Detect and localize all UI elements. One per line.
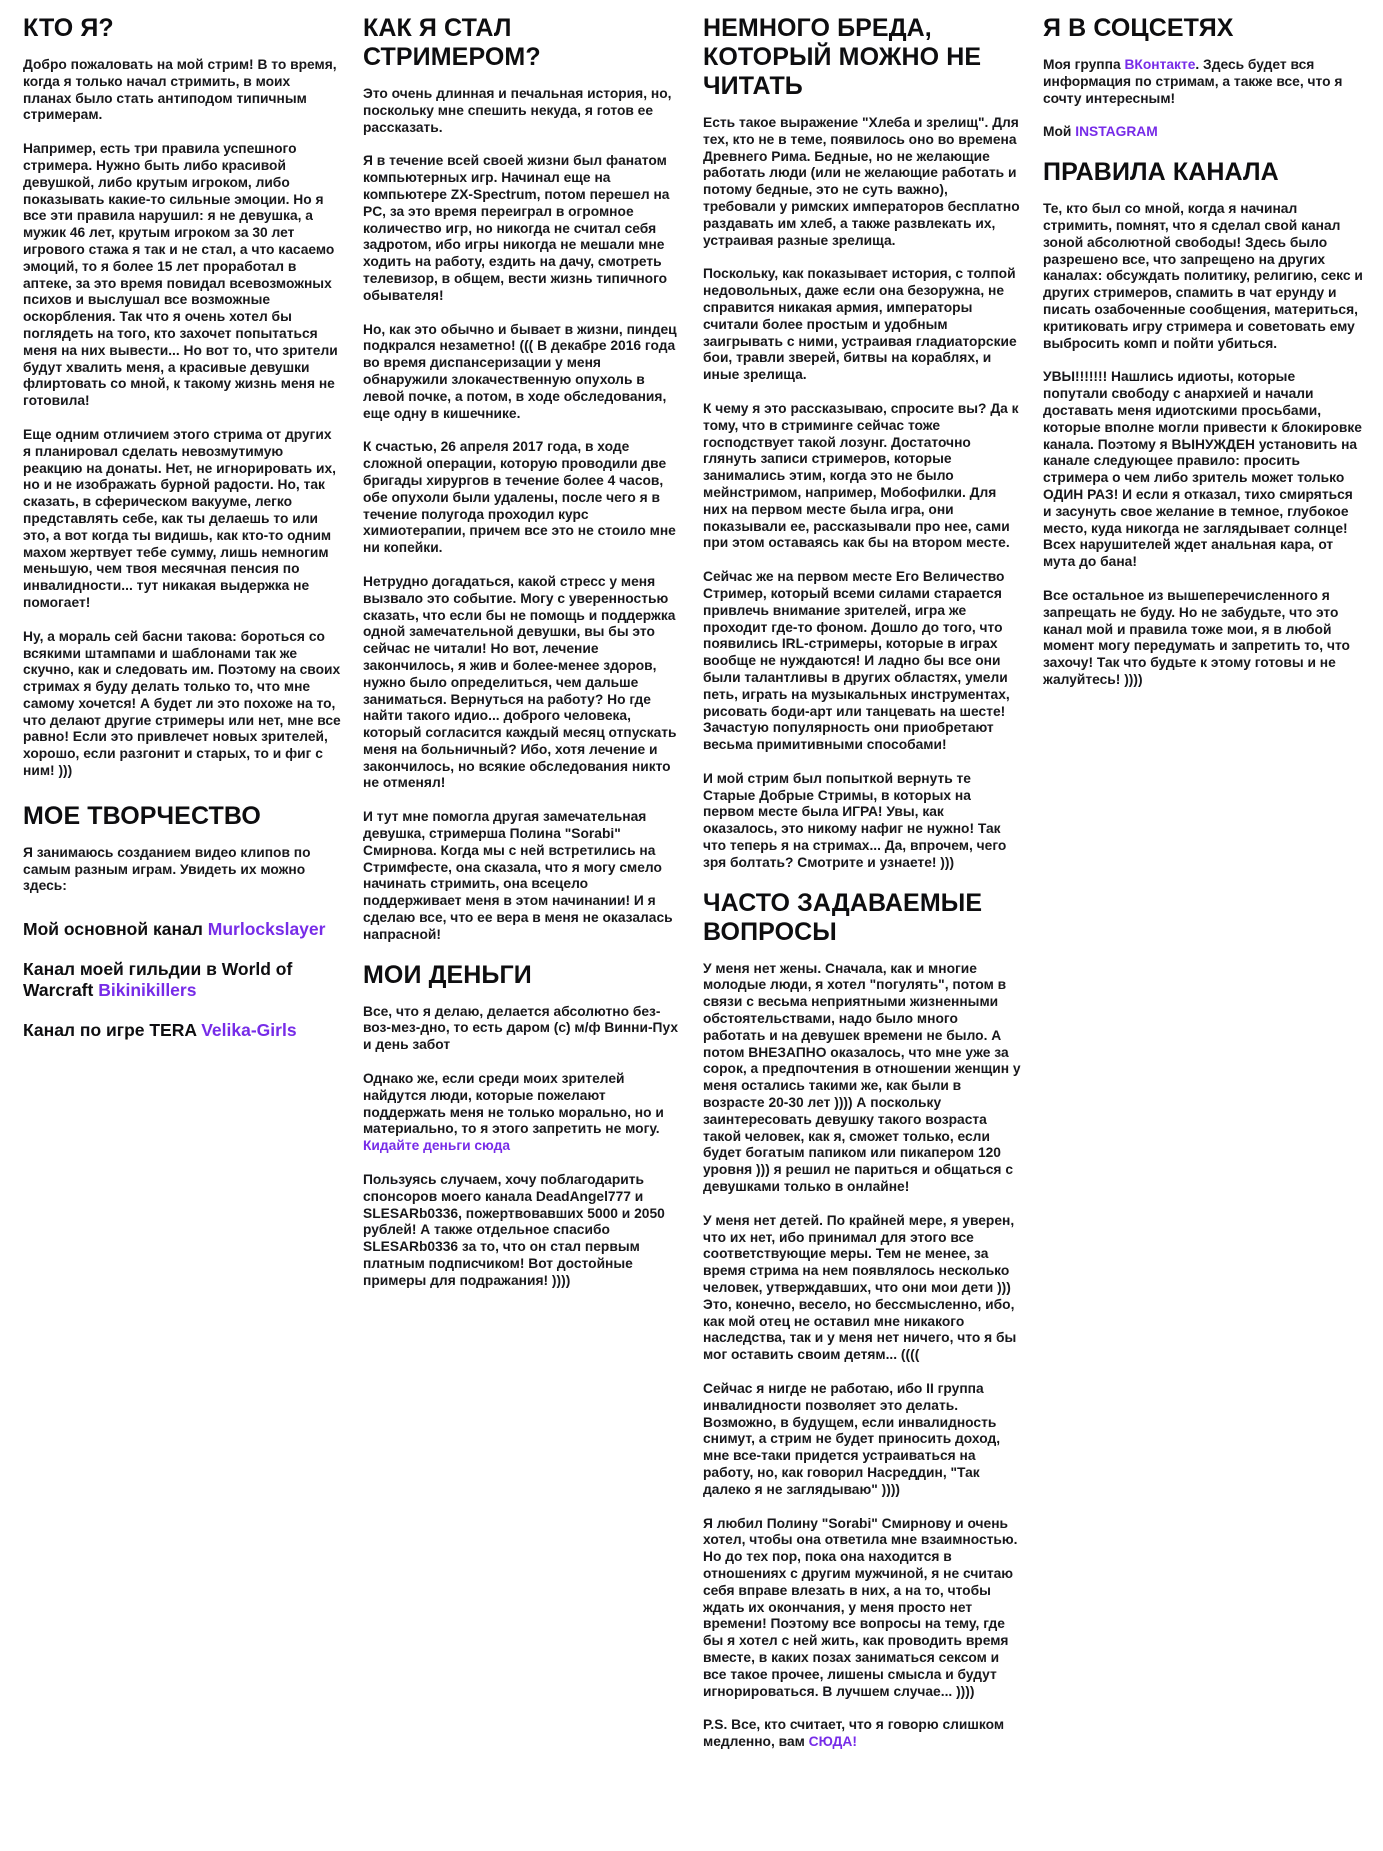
how-paragraph-2: Я в течение всей своей жизни был фанатом компьютерных игр. Начинал еще на компьютере ZX-Spectrum, потом перешел на PC, за это время переиграл в огромное количество игр, но никогда не считал себя задротом, ибо игры никогда не мешали мне ходить на работу, ездить на дачу, смотреть телевизор, в общем, вести жизнь типичного обывателя! [363,153,670,303]
nonsense-paragraph-2: Поскольку, как показывает история, с толпой недовольных, даже если она безоружна, не справится никакая армия, императоры считали более простым и удобным заигрывать с ними, устраивая гладиаторские бои, травли зверей, битвы на кораблях, и иные зрелища. [703,266,1017,383]
main-channel-link[interactable]: Murlockslayer [207,919,326,940]
how-paragraph-3: Но, как это обычно и бывает в жизни, пиндец подкрался незаметно! ((( В декабре 2016 года во время диспансеризации у меня обнаружили злокачественную опухоль в левой почке, а потом, в ходе обследования, еще одну в кишечнике. [363,321,677,421]
social-vk-suffix: . Здесь будет вся информация по стримам, а также все, что я сочту интересным! [1043,57,1343,106]
rules-paragraph-2: УВЫ!!!!!!! Нашлись идиоты, которые попутали свободу с анархией и начали доставать меня идиотскими просьбами, которые вполне могли привести к блокировке канала. Поэтому я ВЫНУЖДЕН установить на канале следующее правило: просить стримера о чем либо зритель может только ОДИН РАЗ! И если я отказал, тихо смиряться и засунуть свое желание в темное, глубокое место, куда никогда не заглядывает солнце! Всех нарушителей ждет анальная кара, от мута до бана! [1043,369,1362,570]
guild-channel-line [23,959,341,1001]
how-paragraph-6: И тут мне помогла другая замечательная девушка, стримерша Полина "Sorabi" Смирнова. Когда мы с ней встретились на Стримфесте, она сказала, что я могу смело начинать стримить, она всецело поддерживает меня в этом начинании! И я сделаю все, что ее вера в меня не оказалась напрасной! [363,809,673,942]
channel-rules-title: ПРАВИЛА КАНАЛА [1043,158,1279,187]
nonsense-paragraph-5: И мой стрим был попыткой вернуть те Старые Добрые Стримы, в которых на первом месте была ИГРА! Увы, как оказалось, это никому нафиг не нужно! Так что теперь я на стримах... Да, впрочем, чего зря болтать? Смотрите и узнаете! ))) [703,770,1007,870]
my-creative-title: МОЕ ТВОРЧЕСТВО [23,801,261,830]
guild-channel-link[interactable]: Bikinikillers [98,980,197,1001]
how-paragraph-4: К счастью, 26 апреля 2017 года, в ходе сложной операции, которую проводили две бригады хирургов в течение более 4 часов, обе опухоли были удалены, после чего я в течение полугода проходил курс химиотерапии, причем все это не стоило мне ни копейки. [363,439,676,556]
faq-ps-text: P.S. Все, кто считает, что я говорю слишком медленно, вам [703,1717,1005,1750]
vk-link[interactable]: ВКонтакте [1124,57,1196,72]
faq-ps-link[interactable]: СЮДА! [808,1734,857,1750]
who-am-i-paragraph-2: Например, есть три правила успешного стримера. Нужно быть либо красивой девушкой, либо крутым игроком, либо показывать какие-то сильные эмоции. Но я все эти правила нарушил: я не девушка, а мужик 46 лет, крутым игроком за 30 лет игрового стажа я так и не стал, а что касаемо эмоций, то я более 15 лет проработал в аптеке, за это время повидал всевозможных психов и выслушал все возможные оскорбления. Так что я очень хотел бы поглядеть на того, кто захочет попытаться меня на них вывести... Но вот то, что зрители будут хвалить меня, а красивые девушки флиртовать со мной, к такому жизнь меня не готовила! [23,141,338,409]
guild-channel-label: Канал моей гильдии в World of Warcraft [23,959,293,1001]
social-paragraph-1 [1043,57,1363,107]
panel-column-4 [1043,10,1363,706]
panel-column-1 [23,10,341,1060]
faq-paragraph-1: У меня нет жены. Сначала, как и многие молодые люди, я хотел "погулять", потом в связи с весьма неприятными жизненными обстоятельствами, надо было много работать и на девушек времени не было. А потом ВНЕЗАПНО оказалось, что мне уже за сорок, а предпочтения в отношении женщин у меня остались такими же, как были в возрасте 20-30 лет )))) А поскольку заинтересовать девушку такого возраста такой человек, как я, сможет только, если будет богатым папиком или пикапером 120 уровня ))) я решил не париться и общаться с девушками только в онлайне! [703,960,1021,1195]
instagram-link[interactable]: INSTAGRAM [1075,124,1158,140]
who-am-i-paragraph-4: Ну, а мораль сей басни такова: бороться со всякими штампами и шаблонами так же скучно, как и следовать им. Поэтому на своих стримах я буду делать только то, что мне самому хочется! А будет ли это похоже на то, что делают другие стримеры или нет, мне все равно! Если это привлечет новых зрителей, хорошо, если разгонит и старых, то и фиг с ним! ))) [23,628,341,779]
faq-title: ЧАСТО ЗАДАВАЕМЫЕ ВОПРОСЫ [703,888,983,946]
tera-channel-link[interactable]: Velika-Girls [201,1020,297,1041]
faq-ps [703,1717,1021,1751]
main-channel-label: Мой основной канал [23,919,208,940]
rules-paragraph-3: Все остальное из вышеперечисленного я запрещать не буду. Но не забудьте, что это канал мой и правила тоже мои, я в любой момент могу передумать и запретить то, что захочу! Так что будьте к этому готовы и не жалуйтесь! )))) [1043,587,1350,687]
who-am-i-paragraph-3: Еще одним отличием этого стрима от других я планировал сделать невозмутимую реакцию на донаты. Нет, не игнорировать их, но и не изображать бурной радости. Но, так сказать, в сферическом вакууме, легко представлять себе, как ты делаешь то или это, а вот когда ты видишь, как кто-то одним махом жертвует тебе сумму, лишь немногим меньшую, чем твоя месячная пенсия по инвалидности... тут никакая выдержка не помогает! [23,426,336,610]
who-am-i-paragraph-1: Добро пожаловать на мой стрим! В то время, когда я только начал стримить, в моих планах было стать антиподом типичным стримерам. [23,57,337,123]
nonsense-paragraph-1: Есть такое выражение "Хлеба и зрелищ". Для тех, кто не в теме, появилось оно во времена Древнего Рима. Бедные, но не желающие работать люди (или не желающие работать и потому бедные, это не суть важно), требовали у римских императоров бесплатно раздавать им хлеб, а также развлекать их, устраивая разные зрелища. [703,115,1020,248]
faq-paragraph-3: Сейчас я нигде не работаю, ибо II группа инвалидности позволяет это делать. Возможно, в будущем, если инвалидность снимут, а стрим не будет приносить доход, мне все-таки придется устраиваться на работу, но, как говорил Насреддин, "Так далеко я не заглядываю" )))) [703,1381,1001,1497]
money-paragraph-2 [363,1071,683,1155]
how-paragraph-5: Нетрудно догадаться, какой стресс у меня вызвало это событие. Могу с уверенностью сказать, что если бы не помощь и поддержка одной замечательной девушки, вы бы это сейчас не читали! Но вот, лечение закончилось, я жив и более-менее здоров, нужно было определиться, чем дальше заниматься. Вернуться на работу? Но где найти такого идио... доброго человека, который согласится каждый месяц отпускать меня на больничный? Ибо, хотя лечение и закончилось, но всякие обследования никто не отменял! [363,573,677,791]
rules-paragraph-1: Те, кто был со мной, когда я начинал стримить, помнят, что я сделал свой канал зоной абсолютной свободы! Здесь было разрешено все, что запрещено на других каналах: обсуждать политику, религию, секс и других стримеров, спамить в чат ерунду и писать озабоченные сообщения, материться, критиковать игру стримера и советовать ему выбросить комп и пойти убиться. [1043,201,1363,351]
social-title: Я В СОЦСЕТЯХ [1043,14,1234,42]
money-paragraph-3: Пользуясь случаем, хочу поблагодарить спонсоров моего канала DeadAngel777 и SLESARb0336, пожертвовавших 5000 и 2050 рублей! А также отдельное спасибо SLESARb0336 за то, что он стал первым платным подписчиком! Вот достойные примеры для подражания! )))) [363,1172,665,1288]
tera-channel-label: Канал по игре TERA [23,1020,202,1041]
social-vk-prefix: Моя группа [1043,57,1125,72]
who-am-i-title: КТО Я? [23,14,114,42]
nonsense-paragraph-3: К чему я это рассказываю, спросите вы? Да к тому, что в стриминге сейчас тоже господствует такой лозунг. Достаточно глянуть записи стримеров, которые занимались этим, когда это не было мейнстримом, например, Мобофилки. Для них на первом месте была игра, они показывали ее, рассказывали про нее, сами при этом оставаясь как бы на втором месте. [703,400,1019,551]
social-insta-prefix: Мой [1043,124,1076,140]
faq-paragraph-4: Я любил Полину "Sorabi" Смирнову и очень хотел, чтобы она ответила мне взаимностью. Но до тех пор, пока она находится в отношениях с другим мужчиной, я не считаю себя вправе влезать в них, а на то, чтобы ждать их окончания, у меня просто нет времени! Поэтому все вопросы на тему, где бы я хотел с ней жить, как проводить время вместе, в каких позах заниматься сексом и все такое прочее, лишены смысла и будут игнорироваться. В лучшем случае... )))) [703,1515,1018,1699]
nonsense-title: НЕМНОГО БРЕДА, КОТОРЫЙ МОЖНО НЕ ЧИТАТЬ [703,14,982,100]
money-paragraph-1: Все, что я делаю, делается абсолютно без-воз-мез-дно, то есть даром (с) м/ф Винни-Пух и день забот [363,1003,678,1053]
nonsense-paragraph-4: Сейчас же на первом месте Его Величество Стример, который всеми силами старается привлечь внимание зрителей, игра же проходит где-то фоном. Дошло до того, что появились IRL-стримеры, которые в играх вообще не нуждаются! И ладно бы все они были талантливы в других областях, умели петь, играть на музыкальных инструментах, рисовать боди-арт или танцевать на шесте! Зачастую популярность они приобретают весьма примитивными способами! [703,569,1010,753]
panel-column-2 [363,10,683,1307]
my-creative-paragraph: Я занимаюсь созданием видео клипов по самым разным играм. Увидеть их можно здесь: [23,844,311,894]
tera-channel-line [23,1020,341,1041]
faq-paragraph-2: У меня нет детей. По крайней мере, я уверен, что их нет, ибо принимал для этого все соответствующие меры. Тем не менее, за время стрима на нем появлялось несколько человек, утверждавших, что они мои дети ))) Это, конечно, весело, но бессмысленно, ибо, как мой отец не оставил мне никакого наследства, так и у меня нет ничего, что я бы мог оставить своим детям... (((( [703,1212,1017,1363]
my-money-title: МОИ ДЕНЬГИ [363,960,532,989]
social-paragraph-2 [1043,124,1363,141]
donate-link[interactable]: Кидайте деньги сюда [363,1138,511,1154]
main-channel-line [23,919,341,940]
money-paragraph-2-text: Однако же, если среди моих зрителей найдутся люди, которые пожелают поддержать меня не только морально, но и материально, то я этого запретить не могу. [363,1071,664,1137]
how-i-became-streamer-title: КАК Я СТАЛ СТРИМЕРОМ? [363,14,541,71]
panel-column-3 [703,10,1021,1768]
how-paragraph-1: Это очень длинная и печальная история, но, поскольку мне спешить некуда, я готов ее рассказать. [363,86,672,135]
